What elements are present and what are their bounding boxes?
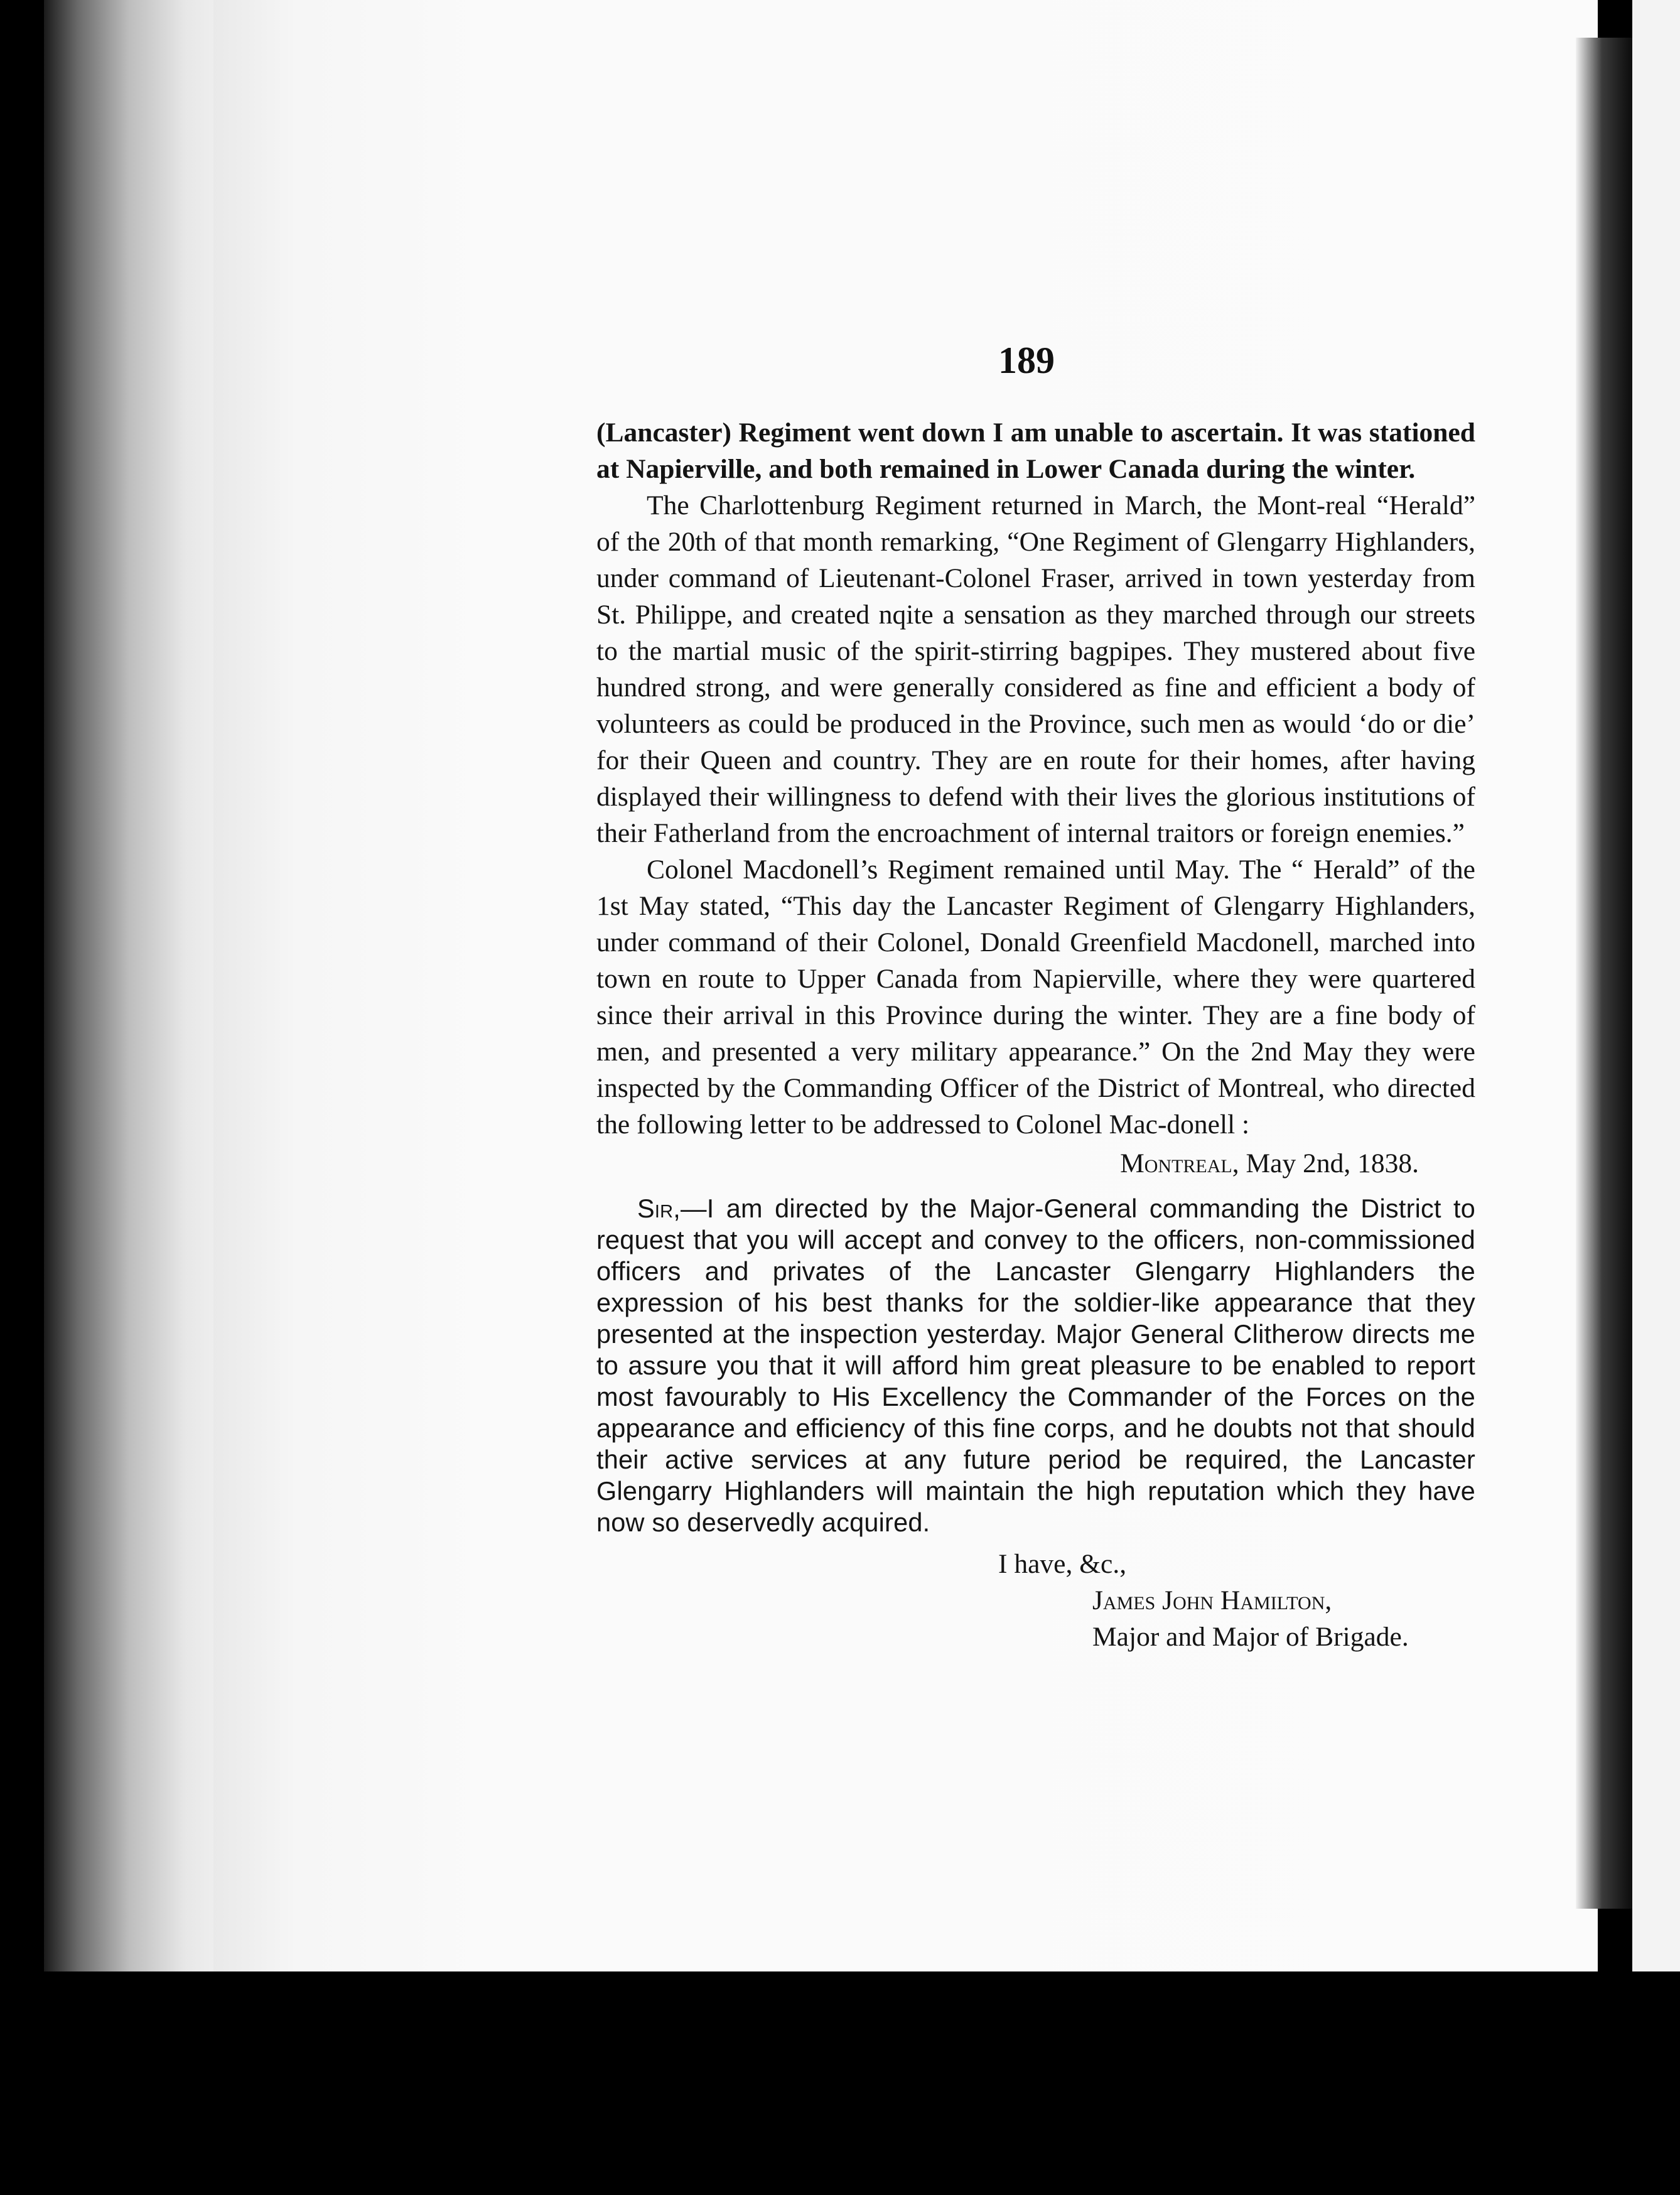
page-edge-stack [44, 0, 232, 1971]
scan-bottom-margin [0, 1971, 1680, 2195]
dateline-place: Montreal, [1120, 1148, 1239, 1178]
dateline-date: May 2nd, 1838. [1246, 1148, 1419, 1178]
letter-closing: I have, &c., [998, 1549, 1127, 1579]
letter-body [596, 1193, 1475, 1538]
paragraph-1: (Lancaster) Regiment went down I am unable to ascertain. It was stationed at Napierville, and both remained in Lower Canada during the winter. [596, 418, 1475, 484]
page-number: 189 [998, 340, 1055, 381]
top-spacer [596, 352, 1475, 414]
signatory-title: Major and Major of Brigade. [1092, 1622, 1409, 1652]
page-content [596, 352, 1475, 1655]
paragraph-3: Colonel Macdonell’s Regiment remained until May. The “ Herald” of the 1st May stated, “This day the Lancaster Regiment of Glengarry Highlanders, under command of their Colonel, Donald Greenfield Macdonell, marched into town en route to Upper Canada from Napierville, where they were quartered since their arrival in this Province during the winter. They are a fine body of men, and presented a very military appearance.” On the 2nd May they were inspected by the Commanding Officer of the District of Montreal, who directed the following letter to be addressed to Colonel Mac-donell : [596, 855, 1475, 1140]
facing-page-edge [1632, 0, 1680, 1971]
signatory-name: James John Hamilton, [1092, 1585, 1332, 1615]
letter-text: —I am directed by the Major-General commanding the District to request that you will accept and convey to the officers, non-commissioned officers and privates of the Lancaster Glengarry Highlanders the expression of his best thanks for the soldier-like appearance that they presented at the inspection yesterday. Major General Clitherow directs me to assure you that it will afford him great pleasure to be enabled to report most favourably to His Excellency the Commander of the Forces on the appearance and efficiency of this fine corps, and he doubts not that should their active services at any future period be required, the Lancaster Glengarry Highlanders will maintain the high reputation which they have now so deservedly acquired. [596, 1194, 1475, 1537]
paragraph-2: The Charlottenburg Regiment returned in March, the Mont-real “Herald” of the 20th of that month remarking, “One Regiment of Glengarry Highlanders, under command of Lieutenant-Colonel Fraser, arrived in town yesterday from St. Philippe, and created nqite a sensation as they marched through our streets to the martial music of the spirit-stirring bagpipes. They mustered about five hundred strong, and were generally considered as fine and efficient a body of volunteers as could be produced in the Province, such men as would ‘do or die’ for their Queen and country. They are en route for their homes, after having displayed their willingness to defend with their lives the glorious institutions of their Fatherland from the encroachment of internal traitors or foreign enemies.” [596, 490, 1475, 848]
letter-dateline [596, 1145, 1475, 1182]
letter-salutation: Sir, [637, 1194, 681, 1223]
